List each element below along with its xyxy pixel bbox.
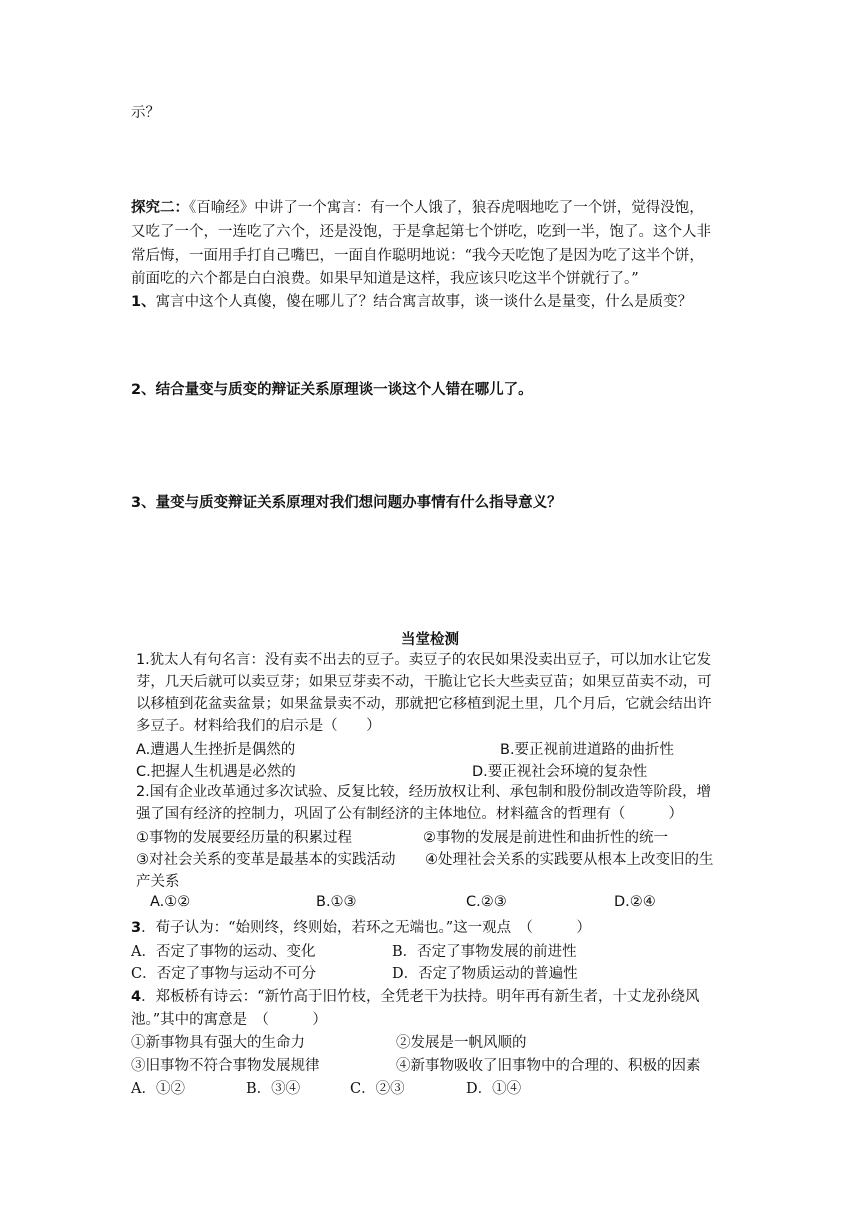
test-q4-number: 4 (131, 989, 142, 1005)
test-q4-statement-4: ④新事物吸收了旧事物中的合理的、积极的因素 (396, 1058, 701, 1074)
test-q1-option-d: D.要正视社会环境的复杂性 (472, 764, 648, 780)
test-q2-statement-4-continued: 产关系 (136, 874, 180, 890)
test-q1-line-3: 以移植到花盆卖盆景；如果盆景卖不动，那就把它移植到泥土里，几个月后，它就会结出许 (136, 696, 712, 712)
test-q2-statement-1: ①事物的发展要经历量的积累过程 (136, 830, 352, 846)
test-q2-line-2: 强了国有经济的控制力，巩固了公有制经济的主体地位。材料蕴含的哲理有（ ） (136, 806, 683, 822)
test-q4-stem-line-1 (131, 987, 700, 1007)
test-q2-line-1: 2.国有企业改革通过多次试验、反复比较，经历放权让利、承包制和股份制改造等阶段，增 (136, 784, 711, 800)
test-q1-option-c: C.把握人生机遇是必然的 (136, 764, 296, 780)
test-q3-option-c: C．否定了事物与运动不可分 (131, 966, 317, 982)
explore2-question-3: 3、量变与质变辩证关系原理对我们想问题办事情有什么指导意义？ (131, 495, 562, 511)
test-q4-stem-line-2: 池。”其中的寓意是 （ ） (131, 1012, 327, 1028)
test-q2-statement-2: ②事物的发展是前进性和曲折性的统一 (423, 830, 668, 846)
test-q1-line-1: 1.犹太人有句名言：没有卖不出去的豆子。卖豆子的农民如果没卖出豆子，可以加水让它发 (136, 652, 711, 668)
explore2-line-4: 前面吃的六个都是白白浪费。如果早知道是这样，我应该只吃这半个饼就行了。” (131, 271, 639, 287)
question-1-number: 1、 (131, 294, 156, 310)
test-q3-option-b: B．否定了事物发展的前进性 (392, 944, 577, 960)
test-q2-statement-3: ③对社会关系的变革是最基本的实践活动 (136, 852, 396, 868)
explore2-label: 探究二： (131, 200, 189, 216)
explore2-question-1 (131, 292, 692, 312)
test-q4-statement-1: ①新事物具有强大的生命力 (131, 1035, 305, 1051)
test-q4-option-d: D．①④ (466, 1081, 522, 1097)
explore2-question-2: 2、结合量变与质变的辩证关系原理谈一谈这个人错在哪儿了。 (131, 382, 533, 398)
section-title: 当堂检测 (401, 632, 459, 648)
test-q2-option-b: B.①③ (316, 894, 357, 910)
test-q2-option-d: D.②④ (614, 894, 656, 910)
intro-fragment: 示？ (131, 105, 160, 121)
test-q4-option-a: A．①② (131, 1081, 185, 1097)
test-q3-option-a: A．否定了事物的运动、变化 (131, 944, 316, 960)
test-q1-option-b: B.要正视前进道路的曲折性 (500, 742, 675, 758)
test-q2-statement-4: ④处理社会关系的实践要从根本上改变旧的生 (425, 852, 714, 868)
test-q4-statement-2: ②发展是一帆风顺的 (396, 1035, 527, 1051)
test-q3-stem (131, 918, 591, 938)
test-q1-line-4: 多豆子。材料给我们的启示是（ ） (136, 718, 381, 734)
test-q3-option-d: D．否定了物质运动的普遍性 (392, 966, 578, 982)
test-q1-option-a: A.遭遇人生挫折是偶然的 (136, 742, 296, 758)
test-q1-line-2: 芽，几天后就可以卖豆芽；如果豆芽卖不动，干脆让它长大些卖豆苗；如果豆苗卖不动，可 (136, 674, 712, 690)
test-q4-option-b: B．③④ (246, 1081, 301, 1097)
question-1-text: 寓言中这个人真傻，傻在哪儿了？结合寓言故事，谈一谈什么是量变，什么是质变？ (155, 294, 693, 310)
explore2-line-2: 又吃了一个，一连吃了六个，还是没饱，于是拿起第七个饼吃，吃到一半，饱了。这个人非 (131, 224, 711, 240)
test-q2-option-c: C.②③ (466, 894, 507, 910)
explore2-line-3: 常后悔，一面用手打自己嘴巴，一面自作聪明地说：“我今天吃饱了是因为吃了这半个饼， (131, 248, 704, 264)
test-q4-text-1: ．郑板桥有诗云：“新竹高于旧竹枝，全凭老干为扶持。明年再有新生者，十丈龙孙绕风 (141, 989, 700, 1005)
test-q2-option-a: A.①② (150, 894, 191, 910)
test-q3-text: ．荀子认为：“始则终，终则始，若环之无端也。”这一观点 （ ） (141, 920, 591, 936)
test-q4-option-c: C．②③ (350, 1081, 405, 1097)
explore2-line-1 (131, 198, 704, 218)
test-q3-number: 3 (131, 920, 142, 936)
explore2-text-1: 《百喻经》中讲了一个寓言：有一个人饿了，狼吞虎咽地吃了一个饼，觉得没饱， (189, 200, 704, 216)
test-q4-statement-3: ③旧事物不符合事物发展规律 (131, 1058, 320, 1074)
